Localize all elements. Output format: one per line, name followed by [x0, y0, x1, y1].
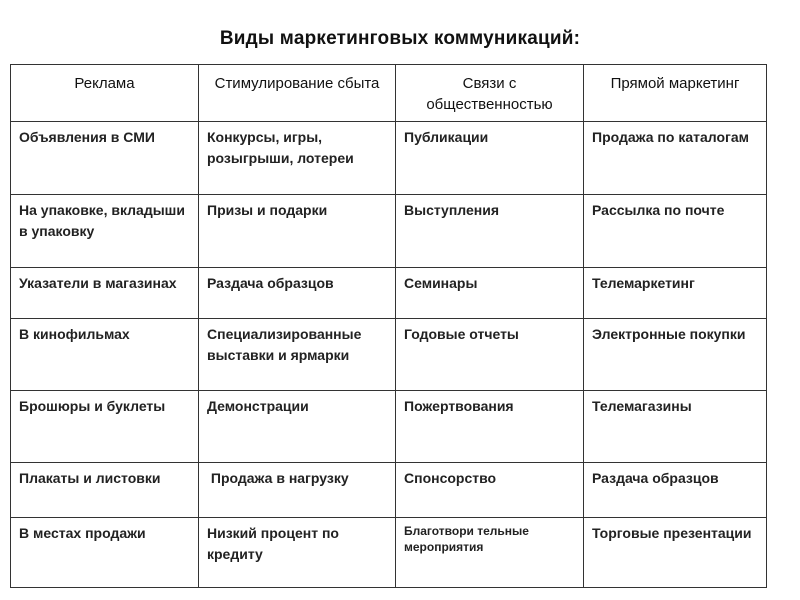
table-cell: Семинары: [396, 268, 584, 319]
table-cell: Раздача образцов: [584, 463, 767, 518]
header-advertising: Реклама: [11, 65, 199, 122]
table-cell: Брошюры и буклеты: [11, 391, 199, 463]
table-cell: Телемагазины: [584, 391, 767, 463]
table-cell: Раздача образцов: [199, 268, 396, 319]
table-row: [11, 268, 767, 319]
table-cell: В местах продажи: [11, 518, 199, 588]
table-cell: Плакаты и листовки: [11, 463, 199, 518]
table-cell: Торговые презентации: [584, 518, 767, 588]
table-cell: На упаковке, вкладыши в упаковку: [11, 195, 199, 268]
table-cell: Объявления в СМИ: [11, 122, 199, 195]
marketing-communications-table: [10, 64, 767, 588]
table-cell: Телемаркетинг: [584, 268, 767, 319]
table-row: [11, 319, 767, 391]
table-row: [11, 391, 767, 463]
table-row: [11, 463, 767, 518]
header-direct-marketing: Прямой маркетинг: [584, 65, 767, 122]
table-cell: Конкурсы, игры, розыгрыши, лотереи: [199, 122, 396, 195]
table-cell: Благотвори тельные мероприятия: [396, 518, 584, 588]
table-cell: Выступления: [396, 195, 584, 268]
table-header-row: [11, 65, 767, 122]
table-row: [11, 122, 767, 195]
page-title: Виды маркетинговых коммуникаций:: [219, 28, 581, 49]
table-cell: Спонсорство: [396, 463, 584, 518]
table-cell: Указатели в магазинах: [11, 268, 199, 319]
table-row: [11, 195, 767, 268]
table-cell: В кинофильмах: [11, 319, 199, 391]
header-sales-promotion: Стимулирование сбыта: [199, 65, 396, 122]
table-cell: Годовые отчеты: [396, 319, 584, 391]
table-cell: Специализированные выставки и ярмарки: [199, 319, 396, 391]
table-cell: Демонстрации: [199, 391, 396, 463]
table-cell: Рассылка по почте: [584, 195, 767, 268]
table-cell: Продажа по каталогам: [584, 122, 767, 195]
table-cell: Низкий процент по кредиту: [199, 518, 396, 588]
table-row: [11, 518, 767, 588]
header-public-relations: Связи с общественностью: [396, 65, 584, 122]
table-cell: Электронные покупки: [584, 319, 767, 391]
table-cell: Призы и подарки: [199, 195, 396, 268]
table-cell: Продажа в нагрузку: [199, 463, 396, 518]
table-cell: Публикации: [396, 122, 584, 195]
table-cell: Пожертвования: [396, 391, 584, 463]
